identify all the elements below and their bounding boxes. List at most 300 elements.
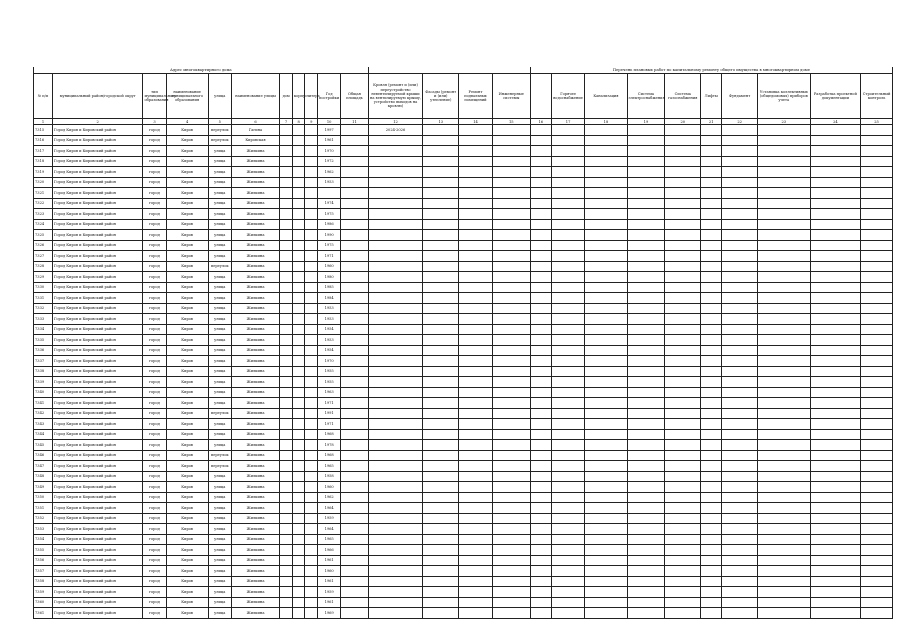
table-cell xyxy=(280,555,293,566)
table-cell xyxy=(492,335,530,346)
table-cell: Город Киров и Кировский район xyxy=(52,440,143,451)
table-cell xyxy=(861,408,893,419)
table-cell xyxy=(423,597,459,608)
table-cell xyxy=(459,177,493,188)
table-cell xyxy=(551,230,585,241)
table-cell xyxy=(341,324,368,335)
column-header: муниципальный район/городской округ xyxy=(52,74,143,119)
table-cell: Киров xyxy=(166,303,208,314)
table-cell xyxy=(423,513,459,524)
table-cell xyxy=(492,251,530,262)
column-header: литера xyxy=(305,74,318,119)
table-cell xyxy=(492,230,530,241)
table-cell: Город Киров и Кировский район xyxy=(52,408,143,419)
table-cell: город xyxy=(143,324,166,335)
table-cell xyxy=(459,324,493,335)
table-row xyxy=(34,545,893,556)
table-cell: 7322 xyxy=(34,198,53,209)
table-cell xyxy=(459,576,493,587)
table-cell xyxy=(280,198,293,209)
table-cell xyxy=(530,492,551,503)
table-cell: Киров xyxy=(166,156,208,167)
table-cell xyxy=(810,251,861,262)
table-cell xyxy=(585,135,627,146)
table-cell xyxy=(627,135,665,146)
table-cell: Жилкина xyxy=(231,188,279,199)
table-cell: Город Киров и Кировский район xyxy=(52,587,143,598)
table-cell xyxy=(423,555,459,566)
table-cell xyxy=(665,272,701,283)
table-cell: город xyxy=(143,387,166,398)
table-cell: улица xyxy=(208,398,231,409)
table-cell xyxy=(280,335,293,346)
table-cell xyxy=(368,230,423,241)
table-cell xyxy=(292,345,305,356)
table-cell xyxy=(492,345,530,356)
table-cell xyxy=(305,209,318,220)
table-cell xyxy=(665,335,701,346)
table-cell: Город Киров и Кировский район xyxy=(52,471,143,482)
table-cell xyxy=(423,356,459,367)
table-cell: улица xyxy=(208,545,231,556)
table-row xyxy=(34,482,893,493)
table-cell xyxy=(459,408,493,419)
table-cell: Киров xyxy=(166,503,208,514)
table-cell xyxy=(585,398,627,409)
table-cell xyxy=(758,408,811,419)
table-cell xyxy=(423,198,459,209)
table-cell xyxy=(722,219,758,230)
table-cell xyxy=(423,135,459,146)
table-cell: Жилкина xyxy=(231,303,279,314)
table-cell xyxy=(758,303,811,314)
table-cell xyxy=(627,272,665,283)
table-cell: Жилкина xyxy=(231,272,279,283)
table-cell xyxy=(810,282,861,293)
table-cell xyxy=(492,492,530,503)
table-cell: Город Киров и Кировский район xyxy=(52,492,143,503)
table-cell xyxy=(551,576,585,587)
table-cell xyxy=(665,429,701,440)
table-cell xyxy=(585,240,627,251)
table-cell xyxy=(459,135,493,146)
table-cell xyxy=(551,513,585,524)
table-cell: 1985 xyxy=(318,282,341,293)
table-cell xyxy=(701,545,722,556)
table-cell xyxy=(722,524,758,535)
table-cell xyxy=(492,429,530,440)
table-cell xyxy=(701,471,722,482)
table-cell: Киров xyxy=(166,135,208,146)
table-cell xyxy=(530,471,551,482)
table-cell xyxy=(492,198,530,209)
table-cell xyxy=(280,387,293,398)
table-cell: 1972 xyxy=(318,156,341,167)
table-cell: 1953 xyxy=(318,314,341,325)
column-header: Установка коллективных (общедомовых) приборов учета xyxy=(758,74,811,119)
table-cell: улица xyxy=(208,608,231,619)
table-cell xyxy=(701,219,722,230)
table-cell xyxy=(551,125,585,136)
table-cell xyxy=(701,230,722,241)
table-cell: 1953 xyxy=(318,335,341,346)
table-cell: улица xyxy=(208,188,231,199)
table-cell: Киров xyxy=(166,198,208,209)
table-cell xyxy=(292,576,305,587)
table-cell xyxy=(341,419,368,430)
table-cell: 7351 xyxy=(34,503,53,514)
table-cell xyxy=(722,398,758,409)
table-cell xyxy=(627,398,665,409)
table-cell: улица xyxy=(208,209,231,220)
table-cell xyxy=(368,450,423,461)
column-index: 22 xyxy=(722,119,758,125)
table-cell xyxy=(368,356,423,367)
table-cell xyxy=(551,387,585,398)
table-cell: город xyxy=(143,545,166,556)
table-cell xyxy=(585,429,627,440)
table-cell: город xyxy=(143,345,166,356)
table-cell: Жилкина xyxy=(231,408,279,419)
table-cell xyxy=(810,335,861,346)
table-cell xyxy=(810,261,861,272)
table-cell xyxy=(810,240,861,251)
table-cell xyxy=(810,314,861,325)
table-cell xyxy=(305,440,318,451)
table-cell xyxy=(368,377,423,388)
table-cell xyxy=(861,177,893,188)
table-cell xyxy=(423,387,459,398)
table-cell: Жилкина xyxy=(231,440,279,451)
table-cell xyxy=(701,188,722,199)
table-cell xyxy=(861,219,893,230)
table-cell: Жилкина xyxy=(231,261,279,272)
table-cell xyxy=(551,524,585,535)
table-cell xyxy=(758,293,811,304)
table-cell: 1954 xyxy=(318,324,341,335)
table-cell xyxy=(665,293,701,304)
table-cell xyxy=(341,545,368,556)
table-cell: Город Киров и Кировский район xyxy=(52,146,143,157)
table-cell xyxy=(530,324,551,335)
table-cell: Город Киров и Кировский район xyxy=(52,419,143,430)
table-cell xyxy=(292,251,305,262)
table-cell xyxy=(585,125,627,136)
table-cell: Гагина xyxy=(231,125,279,136)
table-cell: Киров xyxy=(166,167,208,178)
table-cell xyxy=(551,555,585,566)
table-row xyxy=(34,587,893,598)
table-cell xyxy=(368,314,423,325)
table-cell: Киров xyxy=(166,576,208,587)
column-index: 7 xyxy=(280,119,293,125)
table-cell xyxy=(722,450,758,461)
table-row xyxy=(34,429,893,440)
table-cell xyxy=(810,524,861,535)
table-cell xyxy=(492,450,530,461)
table-cell xyxy=(459,303,493,314)
table-cell xyxy=(861,366,893,377)
table-cell xyxy=(861,576,893,587)
table-cell xyxy=(530,272,551,283)
table-row xyxy=(34,524,893,535)
table-cell: Жилкина xyxy=(231,345,279,356)
table-cell: Жилкина xyxy=(231,230,279,241)
table-cell xyxy=(551,177,585,188)
table-cell xyxy=(722,314,758,325)
table-cell xyxy=(701,356,722,367)
table-cell xyxy=(585,282,627,293)
table-cell xyxy=(492,209,530,220)
table-cell xyxy=(492,471,530,482)
table-cell: 1980 xyxy=(318,272,341,283)
repair-plan-table-sheet xyxy=(33,67,893,619)
table-cell: Киров xyxy=(166,534,208,545)
table-cell xyxy=(758,503,811,514)
table-cell xyxy=(758,566,811,577)
table-cell: 1961 xyxy=(318,135,341,146)
column-index: 10 xyxy=(318,119,341,125)
table-cell xyxy=(280,377,293,388)
table-cell: 7337 xyxy=(34,356,53,367)
table-cell xyxy=(627,198,665,209)
table-cell xyxy=(722,534,758,545)
table-cell xyxy=(627,503,665,514)
table-cell xyxy=(341,125,368,136)
table-cell xyxy=(722,555,758,566)
table-cell xyxy=(627,482,665,493)
table-cell xyxy=(341,398,368,409)
table-cell xyxy=(722,293,758,304)
table-cell xyxy=(423,177,459,188)
table-cell xyxy=(280,482,293,493)
table-row xyxy=(34,576,893,587)
table-cell xyxy=(492,219,530,230)
table-cell: Город Киров и Кировский район xyxy=(52,125,143,136)
table-cell xyxy=(292,419,305,430)
table-cell xyxy=(551,240,585,251)
table-cell: город xyxy=(143,503,166,514)
table-cell xyxy=(492,314,530,325)
table-row xyxy=(34,513,893,524)
table-cell: 1959 xyxy=(318,513,341,524)
table-cell xyxy=(810,597,861,608)
table-cell xyxy=(665,440,701,451)
table-cell xyxy=(701,366,722,377)
table-cell xyxy=(459,293,493,304)
table-cell: 1954 xyxy=(318,345,341,356)
table-cell xyxy=(585,156,627,167)
table-cell xyxy=(665,167,701,178)
table-cell xyxy=(305,188,318,199)
table-cell xyxy=(305,524,318,535)
table-cell: город xyxy=(143,471,166,482)
table-cell xyxy=(305,545,318,556)
table-cell xyxy=(530,209,551,220)
table-cell xyxy=(722,482,758,493)
table-cell xyxy=(292,534,305,545)
table-cell: Город Киров и Кировский район xyxy=(52,261,143,272)
table-cell xyxy=(423,398,459,409)
table-cell xyxy=(341,251,368,262)
table-cell xyxy=(341,314,368,325)
table-cell xyxy=(318,188,341,199)
table-cell: 7340 xyxy=(34,387,53,398)
table-cell: Жилкина xyxy=(231,597,279,608)
table-cell xyxy=(305,398,318,409)
table-row xyxy=(34,608,893,619)
table-cell xyxy=(280,566,293,577)
table-cell: город xyxy=(143,461,166,472)
table-cell xyxy=(423,282,459,293)
table-cell xyxy=(280,303,293,314)
table-cell: переулок xyxy=(208,135,231,146)
table-cell: Город Киров и Кировский район xyxy=(52,167,143,178)
table-cell xyxy=(722,503,758,514)
table-cell xyxy=(551,146,585,157)
column-header: Фундамент xyxy=(722,74,758,119)
table-cell xyxy=(758,314,811,325)
table-cell xyxy=(701,482,722,493)
table-cell xyxy=(292,156,305,167)
table-cell: 1959 xyxy=(318,587,341,598)
table-cell xyxy=(530,608,551,619)
table-row xyxy=(34,534,893,545)
table-cell xyxy=(368,555,423,566)
table-cell: 7334 xyxy=(34,324,53,335)
table-cell xyxy=(280,450,293,461)
table-cell xyxy=(627,156,665,167)
table-cell: Жилкина xyxy=(231,429,279,440)
table-cell xyxy=(530,440,551,451)
table-cell xyxy=(292,282,305,293)
table-cell xyxy=(368,471,423,482)
table-cell xyxy=(368,482,423,493)
table-cell xyxy=(368,272,423,283)
table-cell xyxy=(585,345,627,356)
table-cell: 7321 xyxy=(34,188,53,199)
table-cell xyxy=(368,503,423,514)
table-row xyxy=(34,188,893,199)
table-cell xyxy=(861,293,893,304)
table-cell: улица xyxy=(208,314,231,325)
table-cell xyxy=(810,177,861,188)
table-cell: 1965 xyxy=(318,461,341,472)
table-cell xyxy=(701,240,722,251)
column-header: наименование улицы xyxy=(231,74,279,119)
table-cell xyxy=(758,492,811,503)
table-cell xyxy=(423,314,459,325)
table-cell xyxy=(627,524,665,535)
table-cell xyxy=(292,272,305,283)
table-cell xyxy=(585,293,627,304)
column-index: 23 xyxy=(758,119,811,125)
table-cell: 1971 xyxy=(318,419,341,430)
table-cell: 7327 xyxy=(34,251,53,262)
table-row xyxy=(34,356,893,367)
table-cell: город xyxy=(143,608,166,619)
table-cell xyxy=(292,167,305,178)
table-cell xyxy=(758,356,811,367)
table-cell xyxy=(665,314,701,325)
column-header: Система электроснабжения xyxy=(627,74,665,119)
table-cell xyxy=(423,219,459,230)
table-row xyxy=(34,492,893,503)
table-cell xyxy=(492,398,530,409)
table-cell xyxy=(758,125,811,136)
table-cell xyxy=(551,429,585,440)
table-row xyxy=(34,125,893,136)
table-cell xyxy=(368,177,423,188)
table-cell xyxy=(341,219,368,230)
table-cell xyxy=(627,513,665,524)
table-cell xyxy=(280,608,293,619)
table-cell xyxy=(341,608,368,619)
table-cell xyxy=(530,419,551,430)
table-cell xyxy=(810,125,861,136)
table-cell xyxy=(492,545,530,556)
table-cell xyxy=(665,345,701,356)
table-cell: Город Киров и Кировский район xyxy=(52,482,143,493)
table-cell xyxy=(701,335,722,346)
table-cell: Город Киров и Кировский район xyxy=(52,251,143,262)
column-index: 6 xyxy=(231,119,279,125)
table-cell xyxy=(758,513,811,524)
table-cell: Киров xyxy=(166,419,208,430)
table-cell xyxy=(341,555,368,566)
table-cell xyxy=(530,513,551,524)
table-cell xyxy=(758,429,811,440)
table-cell xyxy=(861,230,893,241)
table-cell: 1965 xyxy=(318,534,341,545)
table-cell: улица xyxy=(208,251,231,262)
table-cell: город xyxy=(143,450,166,461)
table-cell xyxy=(305,167,318,178)
table-cell xyxy=(292,209,305,220)
table-cell: улица xyxy=(208,503,231,514)
table-cell: Киров xyxy=(166,492,208,503)
table-cell xyxy=(492,188,530,199)
table-cell: Город Киров и Кировский район xyxy=(52,608,143,619)
table-cell: город xyxy=(143,419,166,430)
table-cell xyxy=(701,408,722,419)
table-cell xyxy=(459,492,493,503)
table-cell xyxy=(810,545,861,556)
table-cell xyxy=(459,398,493,409)
table-cell xyxy=(810,534,861,545)
table-cell xyxy=(305,450,318,461)
table-cell xyxy=(305,429,318,440)
table-cell xyxy=(585,461,627,472)
table-cell xyxy=(530,587,551,598)
table-cell xyxy=(861,324,893,335)
table-cell xyxy=(722,230,758,241)
table-cell xyxy=(492,356,530,367)
table-cell xyxy=(423,293,459,304)
table-cell xyxy=(722,419,758,430)
table-cell: 7332 xyxy=(34,303,53,314)
column-header: Горячее водоснабжение xyxy=(551,74,585,119)
table-cell xyxy=(722,282,758,293)
table-cell xyxy=(492,167,530,178)
table-cell: 1955 xyxy=(318,377,341,388)
table-cell xyxy=(722,608,758,619)
table-cell: Жилкина xyxy=(231,545,279,556)
table-cell xyxy=(810,167,861,178)
table-cell xyxy=(722,146,758,157)
table-cell xyxy=(492,387,530,398)
table-cell xyxy=(459,450,493,461)
